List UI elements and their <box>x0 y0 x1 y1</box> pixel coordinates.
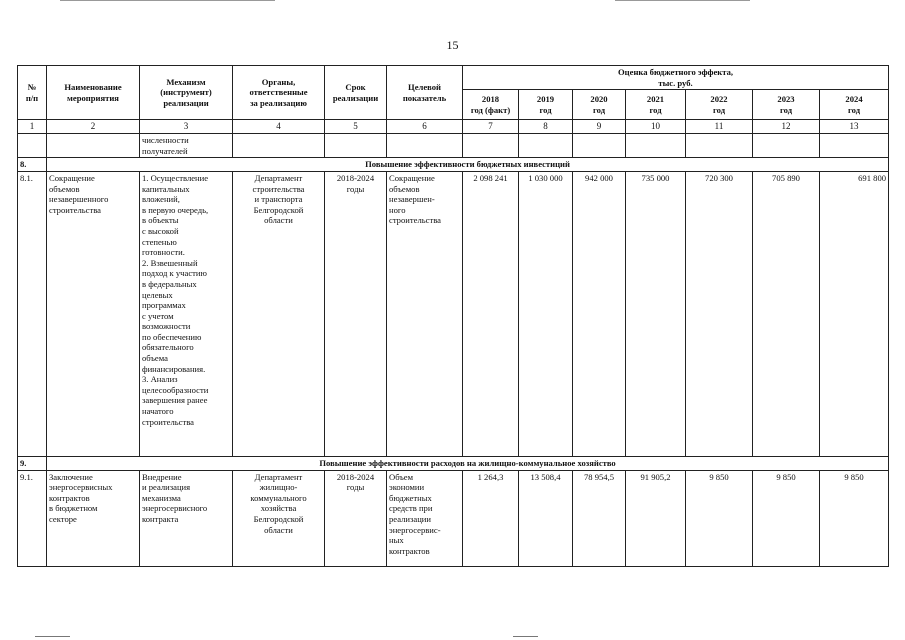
colnum-12: 12 <box>753 120 820 134</box>
row-9-1-target: Объем экономии бюджетных средств при реализации энергосервис- ных контрактов <box>387 470 463 566</box>
section-9-num: 9. <box>18 456 47 470</box>
row-9-1-value-2019: 13 508,4 <box>519 470 573 566</box>
row-8-1-num: 8.1. <box>18 171 47 456</box>
row-8-1-target: Сокращение объемов незавершен- ного строительства <box>387 171 463 456</box>
header-year-2024: 2024 год <box>820 90 889 120</box>
header-year-2018: 2018 год (факт) <box>463 90 519 120</box>
colnum-13: 13 <box>820 120 889 134</box>
row-8-1-value-2018: 2 098 241 <box>463 171 519 456</box>
column-number-row <box>18 120 889 134</box>
row-8-1-name: Сокращение объемов незавершенного строительства <box>47 171 140 456</box>
row-8-1-value-2021: 735 000 <box>626 171 686 456</box>
footer-rule-left <box>35 636 70 637</box>
continuation-row <box>18 134 889 158</box>
row-8-1-value-2024: 691 800 <box>820 171 889 456</box>
header-year-2019: 2019 год <box>519 90 573 120</box>
row-8-1-value-2022: 720 300 <box>686 171 753 456</box>
row-9-1 <box>18 470 889 566</box>
colnum-7: 7 <box>463 120 519 134</box>
page-number: 15 <box>446 38 459 52</box>
colnum-2: 2 <box>47 120 140 134</box>
colnum-4: 4 <box>233 120 325 134</box>
header-year-2022: 2022 год <box>686 90 753 120</box>
row-8-1 <box>18 171 889 456</box>
header-bodies: Органы, ответственные за реализацию <box>233 66 325 120</box>
row-9-1-value-2022: 9 850 <box>686 470 753 566</box>
section-9-row <box>18 456 889 470</box>
row-9-1-value-2020: 78 954,5 <box>573 470 626 566</box>
row-9-1-value-2021: 91 905,2 <box>626 470 686 566</box>
header-rule-left <box>60 0 275 1</box>
footer-rule-right <box>513 636 538 637</box>
section-8-title: Повышение эффективности бюджетных инвестиций <box>47 158 889 172</box>
row-8-1-value-2023: 705 890 <box>753 171 820 456</box>
row-8-1-value-2020: 942 000 <box>573 171 626 456</box>
colnum-5: 5 <box>325 120 387 134</box>
header-budget-effect: Оценка бюджетного эффекта, тыс. руб. <box>463 66 889 90</box>
colnum-3: 3 <box>140 120 233 134</box>
header-num: № п/п <box>18 66 47 120</box>
row-9-1-value-2018: 1 264,3 <box>463 470 519 566</box>
section-8-row <box>18 158 889 172</box>
budget-effect-table <box>17 65 889 567</box>
header-year-2023: 2023 год <box>753 90 820 120</box>
header-rule-right <box>615 0 750 1</box>
row-9-1-name: Заключение энергосервисных контрактов в бюджетном секторе <box>47 470 140 566</box>
header-target: Целевой показатель <box>387 66 463 120</box>
header-year-2020: 2020 год <box>573 90 626 120</box>
colnum-11: 11 <box>686 120 753 134</box>
row-8-1-mechanism: 1. Осуществление капитальных вложений, в первую очередь, в объекты с высокой степенью готовности. 2. Взвешенный подход к участию в федеральных целевых программах с учетом возможности по обеспечению обязательного объема финансирования. 3. Анализ целесообразности завершения ранее начатого строительства <box>140 171 233 456</box>
row-9-1-bodies: Департамент жилищно- коммунального хозяйства Белгородской области <box>233 470 325 566</box>
row-8-1-term: 2018-2024 годы <box>325 171 387 456</box>
colnum-8: 8 <box>519 120 573 134</box>
colnum-10: 10 <box>626 120 686 134</box>
section-9-title: Повышение эффективности расходов на жилищно-коммунальное хозяйство <box>47 456 889 470</box>
section-8-num: 8. <box>18 158 47 172</box>
row-9-1-value-2024: 9 850 <box>820 470 889 566</box>
row-9-1-mechanism: Внедрение и реализация механизма энергосервисного контракта <box>140 470 233 566</box>
row-8-1-bodies: Департамент строительства и транспорта Белгородской области <box>233 171 325 456</box>
row-8-1-value-2019: 1 030 000 <box>519 171 573 456</box>
colnum-1: 1 <box>18 120 47 134</box>
header-term: Срок реализации <box>325 66 387 120</box>
header-mechanism: Механизм (инструмент) реализации <box>140 66 233 120</box>
header-name: Наименование мероприятия <box>47 66 140 120</box>
colnum-6: 6 <box>387 120 463 134</box>
continuation-mechanism: численности получателей <box>140 134 233 158</box>
row-9-1-num: 9.1. <box>18 470 47 566</box>
header-year-2021: 2021 год <box>626 90 686 120</box>
row-9-1-term: 2018-2024 годы <box>325 470 387 566</box>
row-9-1-value-2023: 9 850 <box>753 470 820 566</box>
colnum-9: 9 <box>573 120 626 134</box>
